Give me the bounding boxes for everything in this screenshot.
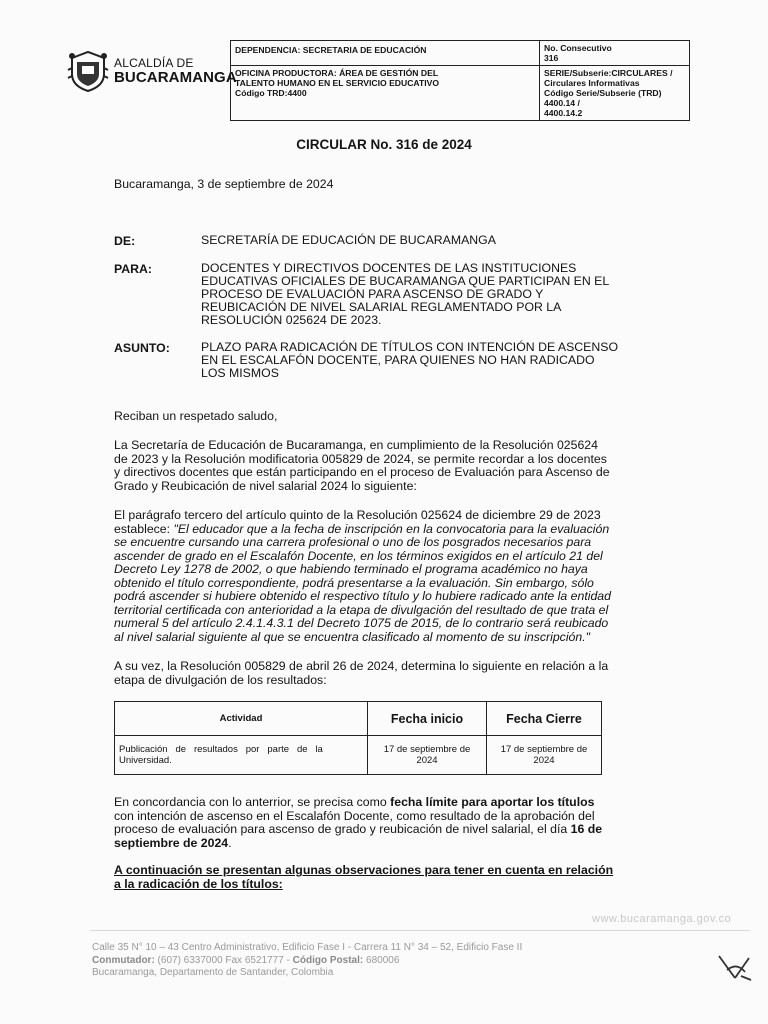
dependencia-text: DEPENDENCIA: SECRETARIA DE EDUCACIÓN <box>235 45 427 55</box>
footer-website: www.bucaramanga.gov.co <box>592 913 732 925</box>
serie-cell <box>540 66 690 121</box>
asunto-line: PLAZO PARA RADICACIÓN DE TÍTULOS CON INTENCIÓN DE ASCENSO <box>201 340 619 354</box>
activity-table <box>114 701 602 775</box>
de-value: SECRETARÍA DE EDUCACIÓN DE BUCARAMANGA <box>201 233 496 247</box>
p4-bold: septiembre de 2024 <box>114 835 229 850</box>
p1-line: y directivos docentes que están participando en el proceso de Evaluación para Ascenso de <box>114 465 610 479</box>
consecutivo-label: No. Consecutivo <box>544 43 612 53</box>
p2-line <box>114 523 665 537</box>
inicio-line: 2024 <box>416 755 438 766</box>
para-line: REUBICACIÓN DE NIVEL SALARIAL REGLAMENTADO POR LA <box>201 300 562 314</box>
p2-plain: establece: <box>114 521 174 536</box>
p2-quote-line: territorial certificada con anterioridad a la etapa de divulgación del resultado de que trata el <box>114 602 609 617</box>
p4-bold: fecha límite para aportar los títulos <box>390 795 595 809</box>
table-header-actividad: Actividad <box>115 702 368 736</box>
footer-text: 680006 <box>363 954 400 966</box>
serie-line: 4400.14.2 <box>544 108 583 118</box>
table-header-fecha-inicio: Fecha inicio <box>368 702 487 736</box>
asunto-value <box>201 341 664 380</box>
inicio-line: 17 de septiembre de <box>383 744 471 755</box>
footer-text: (607) 6337000 Fax 6521777 - <box>154 954 293 966</box>
signature-mark <box>715 950 755 984</box>
para-line: PROCESO DE EVALUACIÓN PARA ASCENSO DE GRADO Y <box>201 287 544 301</box>
serie-line: Código Serie/Subserie (TRD) 4400.14 / <box>544 88 662 108</box>
p2-quote-line: se encuentre cursando una carrera profesional o uno de los posgrados necesarios para <box>114 535 592 549</box>
logo-line2: BUCARAMANGA <box>114 69 237 86</box>
p1-line: La Secretaría de Educación de Bucaramanga, en cumplimiento de la Resolución 025624 <box>114 438 598 452</box>
p2-quote-line: al nivel salarial siguiente al que se encuentra clasificado al momento de su inscripción." <box>114 629 591 644</box>
table-row <box>115 736 602 775</box>
p4-text: . <box>228 835 232 850</box>
footer-line <box>92 955 522 968</box>
actividad-line: Publicación de resultados por parte de la <box>119 744 323 755</box>
p4-line <box>114 837 665 851</box>
oficina-line: TALENTO HUMANO EN EL SERVICIO EDUCATIVO <box>235 78 440 88</box>
document-header-table <box>230 40 690 121</box>
asunto-label: ASUNTO: <box>114 341 170 355</box>
asunto-line: EN EL ESCALAFÓN DOCENTE, PARA QUIENES NO HAN RADICADO <box>201 353 595 367</box>
footer-line: Bucaramanga, Departamento de Santander, Colombia <box>92 967 334 978</box>
p2-quote-line: numeral 5 del artículo 2.4.1.4.3.1 del Decreto 1075 de 2015, de lo contrario será reubicado <box>114 616 609 630</box>
p3-line: etapa de divulgación de los resultados: <box>114 672 327 687</box>
p4-line <box>114 823 665 837</box>
p1-line: Grado y Reubicación de nivel salarial 2024 lo siguiente: <box>114 478 417 493</box>
oficina-line: OFICINA PRODUCTORA: ÁREA DE GESTIÓN DEL <box>235 68 439 78</box>
cierre-line: 17 de septiembre de <box>500 744 588 755</box>
footer-line: Calle 35 N° 10 – 43 Centro Administrativo, Edificio Fase I - Carrera 11 N° 34 – 52, Edificio Fase II <box>92 942 523 953</box>
cell-fecha-cierre <box>487 736 602 775</box>
consecutivo-value: 316 <box>544 53 559 63</box>
paragraph-2 <box>114 509 665 644</box>
oficina-cell <box>231 66 540 121</box>
logo-line1: ALCALDÍA DE <box>114 56 194 70</box>
footer-bold: Conmutador: <box>92 954 155 966</box>
para-line: RESOLUCIÓN 025624 DE 2023. <box>201 313 382 327</box>
p5-line: A continuación se presentan algunas observaciones para tener en cuenta en relación <box>114 863 614 877</box>
p4-text: proceso de evaluación para ascenso de grado y reubicación de nivel salarial, el día <box>114 822 571 836</box>
p4-line <box>114 796 665 810</box>
p4-text: En concordancia con lo anterrior, se precisa como <box>114 795 391 809</box>
de-label: DE: <box>114 234 136 248</box>
p2-quote-start: "El educador que a la fecha de inscripción en la convocatoria para la evaluación <box>173 521 610 536</box>
p2-line: El parágrafo tercero del artículo quinto de la Resolución 025624 de diciembre 29 de 2023 <box>114 508 601 522</box>
serie-line: SERIE/Subserie:CIRCULARES / <box>544 68 673 78</box>
alcaldia-logo <box>62 50 237 94</box>
consecutivo-cell <box>540 41 690 66</box>
table-header-fecha-cierre: Fecha Cierre <box>487 702 602 736</box>
p1-line: de 2023 y la Resolución modificatoria 005829 de 2024, se permite recordar a los docentes <box>114 451 607 466</box>
p2-quote-line: ascender de grado en el Escalafón Docente, en los términos exigidos en el artículo 21 del <box>114 548 603 563</box>
footer-bold: Código Postal: <box>292 954 364 966</box>
paragraph-4 <box>114 796 665 850</box>
para-line: DOCENTES Y DIRECTIVOS DOCENTES DE LAS INSTITUCIONES <box>201 261 577 275</box>
footer-address <box>92 942 522 980</box>
cell-fecha-inicio <box>368 736 487 775</box>
cell-actividad <box>115 736 368 775</box>
actividad-line: Universidad. <box>119 755 172 766</box>
p2-quote-line: obtenido el título correspondiente, podrá presentarse a la evaluación. Sin embargo, sólo <box>114 575 594 590</box>
place-date: Bucaramanga, 3 de septiembre de 2024 <box>114 177 334 191</box>
p5-line: a la radicación de los títulos: <box>114 876 283 891</box>
footer-divider <box>90 930 750 931</box>
p4-line: con intención de ascenso en el Escalafón Docente, como resultado de la aprobación del <box>114 808 595 823</box>
p2-quote-line: Decreto Ley 1278 de 2002, o que habiendo terminado el programa académico no haya <box>114 562 588 576</box>
para-value <box>201 262 664 327</box>
coat-of-arms-icon <box>66 50 110 92</box>
oficina-line: Código TRD:4400 <box>235 88 307 98</box>
dependencia-cell <box>231 41 540 66</box>
paragraph-1 <box>114 439 665 493</box>
greeting: Reciban un respetado saludo, <box>114 409 278 423</box>
paragraph-3 <box>114 660 665 687</box>
circular-title: CIRCULAR No. 316 de 2024 <box>296 137 472 152</box>
p2-quote-line: podrá ascender si hubiere obtenido el respectivo título y lo hubiere radicado ante la entidad <box>114 589 611 603</box>
para-line: EDUCATIVAS OFICIALES DE BUCARAMANGA QUE PARTICIPAN EN EL <box>201 274 610 288</box>
serie-line: Circulares Informativas <box>544 78 640 88</box>
p4-bold: 16 de <box>570 822 603 836</box>
cierre-line: 2024 <box>533 755 555 766</box>
asunto-line: LOS MISMOS <box>201 366 279 380</box>
para-label: PARA: <box>114 262 153 276</box>
observaciones-heading <box>114 864 665 891</box>
p3-line: A su vez, la Resolución 005829 de abril 26 de 2024, determina lo siguiente en relación a la <box>114 659 609 673</box>
